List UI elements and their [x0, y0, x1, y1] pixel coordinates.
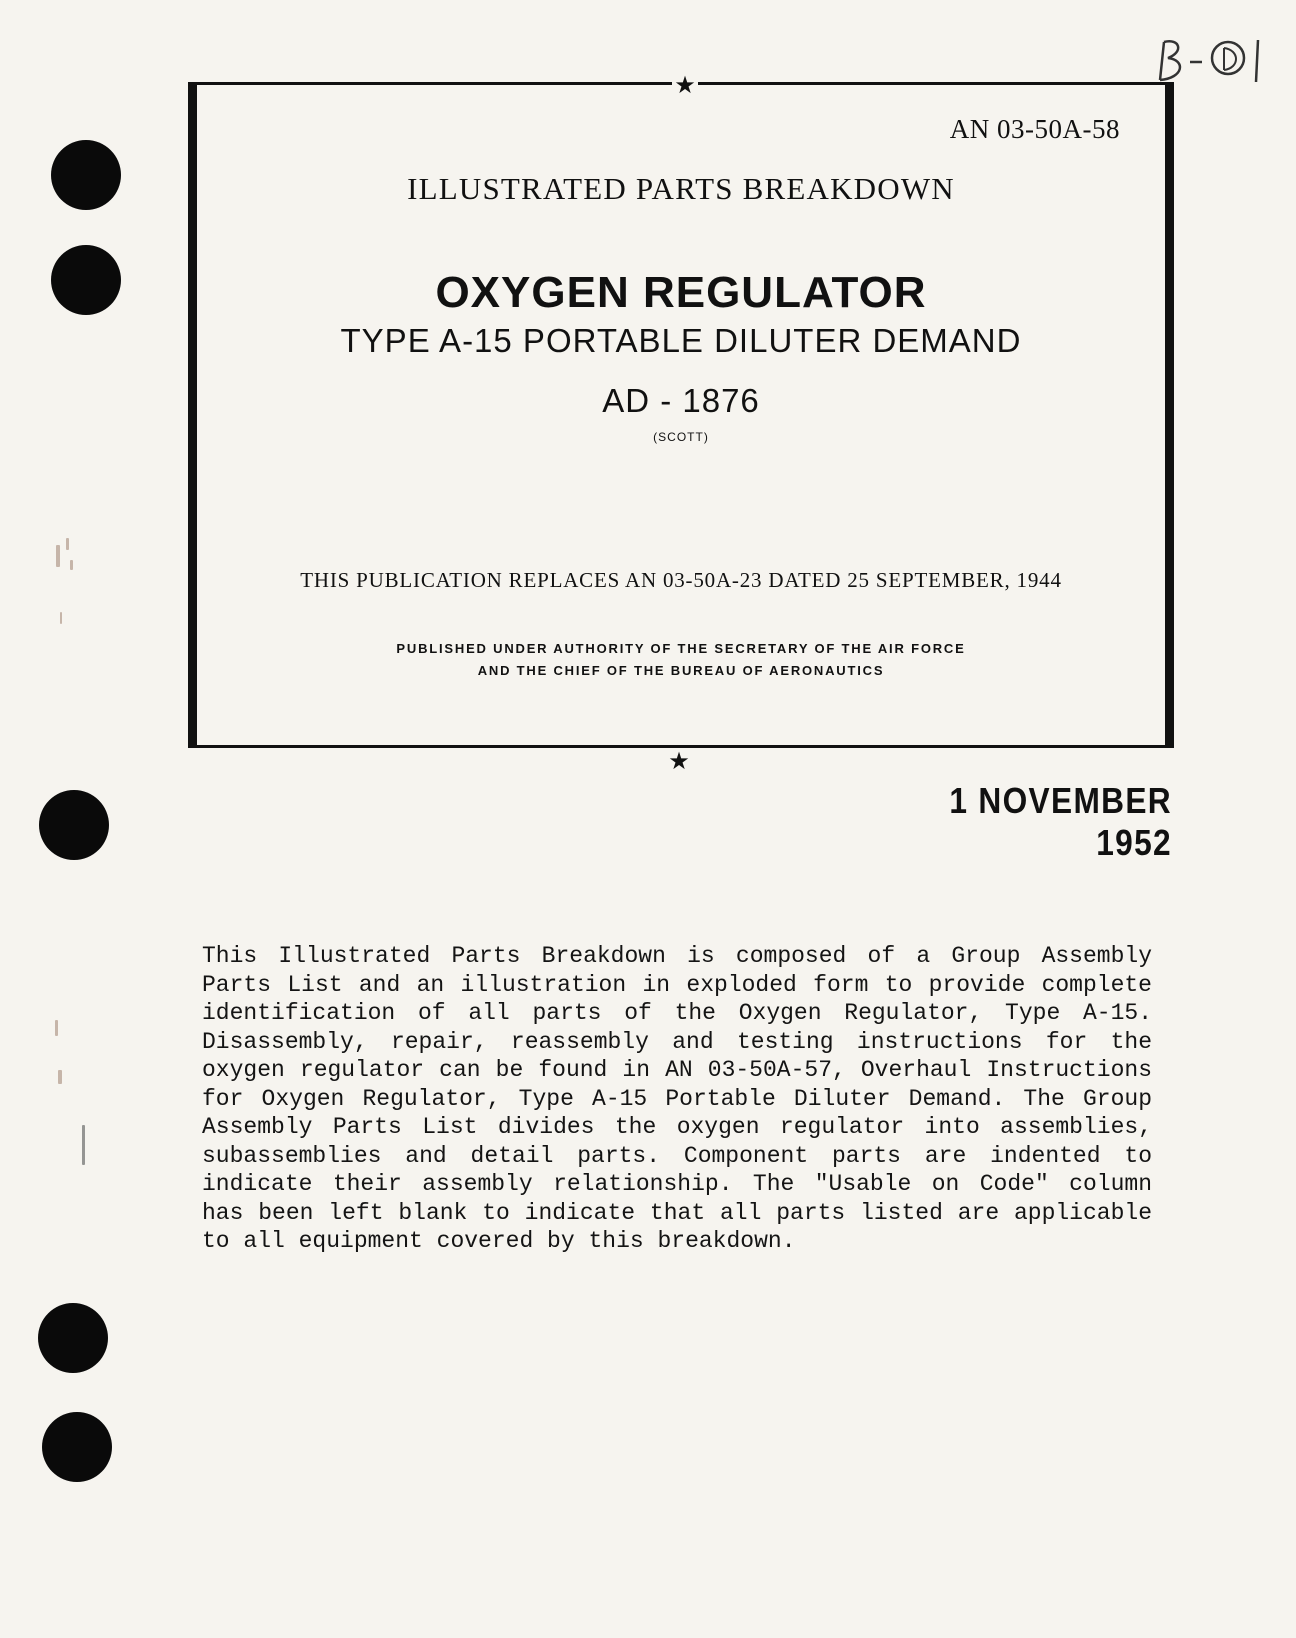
punch-hole [38, 1303, 108, 1373]
handwritten-mark [1150, 30, 1270, 90]
authority-line: AND THE CHIEF OF THE BUREAU OF AERONAUTICS [477, 663, 885, 678]
publication-type-heading: ILLUSTRATED PARTS BREAKDOWN [407, 171, 955, 206]
authority-line: PUBLISHED UNDER AUTHORITY OF THE SECRETARY OF THE AIR FORCE [396, 641, 966, 656]
document-number: AN 03-50A-58 [949, 114, 1120, 144]
punch-hole [42, 1412, 112, 1482]
publication-date: 1 NOVEMBER 1952 [949, 780, 1172, 863]
margin-smudge [60, 612, 62, 624]
punch-hole [39, 790, 109, 860]
replaces-notice: THIS PUBLICATION REPLACES AN 03-50A-23 DATED 25 SEPTEMBER, 1944 [300, 568, 1062, 592]
manufacturer-name: (SCOTT) [653, 430, 709, 444]
punch-hole [51, 245, 121, 315]
page-title: OXYGEN REGULATOR [435, 268, 927, 317]
margin-smudge [82, 1125, 85, 1165]
page-subtitle: TYPE A-15 PORTABLE DILUTER DEMAND [340, 322, 1022, 359]
punch-hole [51, 140, 121, 210]
margin-smudge [66, 538, 69, 550]
model-number: AD - 1876 [602, 382, 760, 419]
margin-smudge [58, 1070, 62, 1084]
star-icon: ★ [666, 748, 692, 774]
margin-smudge [55, 1020, 58, 1036]
margin-smudge [56, 545, 60, 567]
star-icon: ★ [672, 72, 698, 98]
margin-smudge [70, 560, 73, 570]
authority-statement [188, 638, 1174, 682]
introduction-paragraph: This Illustrated Parts Breakdown is composed of a Group Assembly Parts List and an illustration in exploded form to provide complete identification of all parts of the Oxygen Regulator, Type A-15. Disassembly, repair, reassembly and testing instructions for the oxygen regulator can be found in AN 03-50A-57, Overhaul Instructions for Oxygen Regulator, Type A-15 Portable Diluter Demand. The Group Assembly Parts List divides the oxygen regulator into assemblies, subassemblies and detail parts. Component parts are indented to indicate their assembly relationship. The "Usable on Code" column has been left blank to indicate that all parts listed are applicable to all equipment covered by this breakdown. [202, 943, 1152, 1254]
